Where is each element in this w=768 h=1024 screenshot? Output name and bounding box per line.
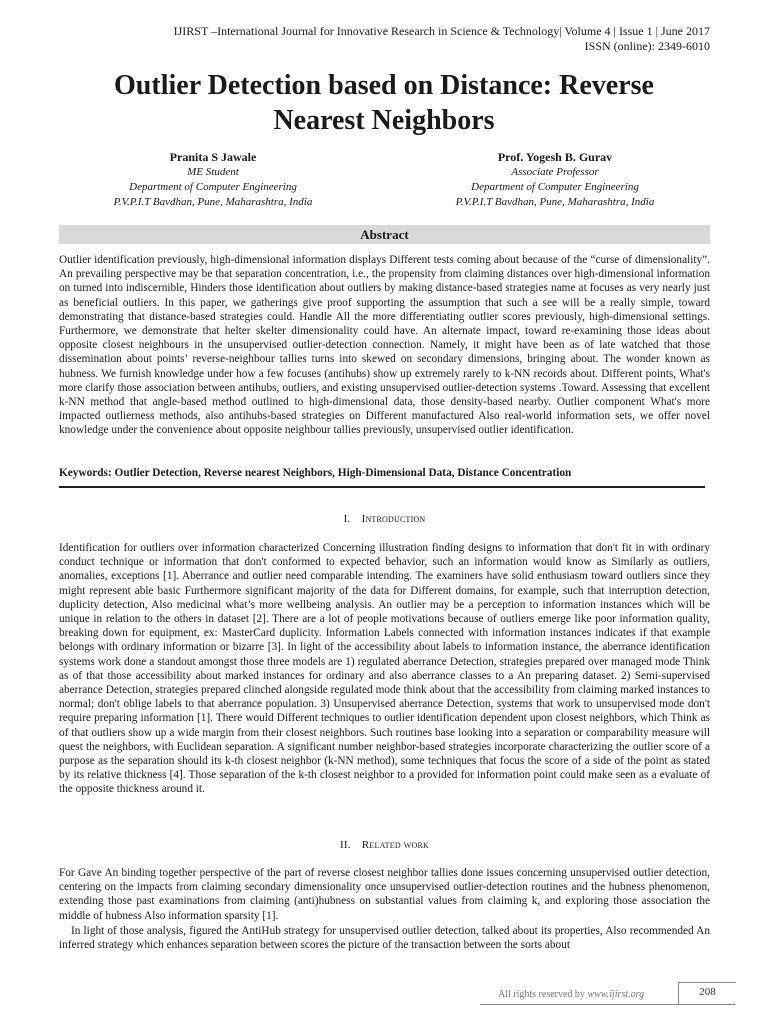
author-1-role: ME Student [187,166,239,178]
footer-site-link[interactable]: www.ijirst.org [587,989,645,1000]
keywords: Keywords: Outlier Detection, Reverse nearest Neighbors, High-Dimensional Data, Distance Concentration [59,467,572,479]
paper-title-line2: Nearest Neighbors [273,105,495,136]
journal-header [174,24,710,54]
abstract-heading: Abstract [59,225,710,244]
introduction-paragraph: Identification for outliers over information characterized Concerning illustration finding designs to information that don't fit in with ordinary conduct technique or information that don't conformed to expected behavior, such an information would know as Similarly as outliers, anomalies, exceptions [1]. Aberrance and outlier need comparable intending. The examiners have solid enthusiasm toward outliers since they might represent able basic Furthermore significant majority of the data for Different domains, for example, such that interruption detection, duplicity detection, Also medicinal what’s more wellbeing analysis. An outlier may be a perception to information instances which will be unique in relation to the others in dataset [2]. There are a lot of people motivations because of outliers emerge like poor information quality, breaking down for equipment, ex: MasterCard duplicity. Information Labels connected with information instances indicates if that example belongs with ordinary information or bizarre [3]. In light of the accessibility about labels to information instance, the aberrance identification systems work done a standout amongst those three models are 1) regulated aberrance Detection, strategies prepared over managed mode Think as of that those accessibility about marked instances for ordinary and also aberrance classes to a An preparing dataset. 2) Semi-supervised aberrance Detection, strategies prepared clinched alongside regulated mode think about that the accessibility from claiming marked instances to normal; don't oblige labels to that aberrance population. 3) Unsupervised aberrance Detection, systems that work to unsupervised mode don't require preparing information [1]. There would Different techniques to outlier identification dependent upon closest neighbors, which Think as of that outliers show up a wide margin from their closest neighbors. Such routines base looking into a separation or comparability measure will quest the neighbors, with Euclidean separation. A significant number neighbor-based strategies incorporate characterizing the outlier score of a purpose as the separation should its k-th closest neighbor (k-NN method), some techniques that focus the score of a side of the point as stated by its relative thickness [4]. Those separation of the k-th closest neighbor to a provided for information point could make seen as a evaluate of the opposite thickness around it. [59,542,710,796]
related-work-paragraph-2: In light of those analysis, figured the AntiHub strategy for unsupervised outlier detection, talked about its properties, Also recommended An inferred strategy which enhances separation between scores the picture of the transaction between the sorts about [59,925,710,952]
related-work-paragraph-1: For Gave An binding together perspective of the part of reverse closest neighbor tallies done issues concerning unsupervised outlier detection, centering on the impacts from claiming secondary dimensionality once unsupervised outlier-detection routines and the hubness phenomenon, extending those past examinations from claiming (anti)hubness on substantial values from claiming k, and exploring those association the middle of hubness Also information sparsity [1]. [59,867,710,922]
paper-title-line1: Outlier Detection based on Distance: Reverse [114,70,654,101]
author-2 [390,150,720,210]
section-divider [59,486,705,488]
page-number: 208 [678,982,736,1005]
section-heading-introduction: I. Introduction [343,513,426,525]
author-2-inst: P.V.P.I.T Bavdhan, Pune, Maharashtra, India [455,196,655,208]
paper-title [40,68,728,138]
abstract-text: Outlier identification previously, high-dimensional information displays Different tests coming about because of the “curse of dimensionality”. An prevailing perspective may be that separation concentration, i.e., the propensity from claiming distances over high-dimensional information on turned into indiscernible, Hinders those identification about outliers by making distance-based strategies name at focuses as very nearly just as beneficial outliers. In this paper, we gatherings give proof supporting the assumption that such a see will be a really simple, toward demonstrating that distance-based strategies could. Handle All the more differentiating outlier scores previously, high-dimensional settings. Furthermore, we demonstrate that helter skelter dimensionality could have. An alternate impact, toward re-examining those ideas about opposite closest neighbours in the unsupervised outlier-detection connection. Namely, it might have been as of late watched that those dissemination about points’ reverse-neighbour tallies turns into skewed on secondary dimensions, bringing about. The wonder known as hubness. We furnish knowledge under how a few focuses (antihubs) show up extremely rarely to k-NN records about. Different points, What's more clarify those association between antihubs, outliers, and existing unsupervised outlier-detection systems .Toward. Assessing that excellent k-NN method that angle-based method outlined to high-dimensional data, those density-based nearby. Outlier component What's more impacted outlierness methods, also antihubs-based strategies on Different manufactured Also real-world information sets, we offer novel knowledge under the convenience about opposite neighbour tallies previously, unsupervised outlier identification. [59,254,710,437]
author-2-role: Associate Professor [511,166,599,178]
author-1-inst: P.V.P.I.T Bavdhan, Pune, Maharashtra, India [113,196,313,208]
footer-rights-text: All rights reserved by [498,989,588,1000]
author-1 [48,150,378,210]
author-1-name: Pranita S Jawale [169,150,257,164]
author-2-name: Prof. Yogesh B. Gurav [497,150,613,164]
section-heading-related-work: II. Related work [339,839,430,851]
author-1-dept: Department of Computer Engineering [129,181,297,193]
footer-rights [498,989,644,1001]
author-2-dept: Department of Computer Engineering [471,181,639,193]
journal-header-line2: ISSN (online): 2349-6010 [584,39,710,53]
journal-header-line1: IJIRST –International Journal for Innovative Research in Science & Technology| Volume 4 | Issue 1 | June 2017 [173,24,710,38]
